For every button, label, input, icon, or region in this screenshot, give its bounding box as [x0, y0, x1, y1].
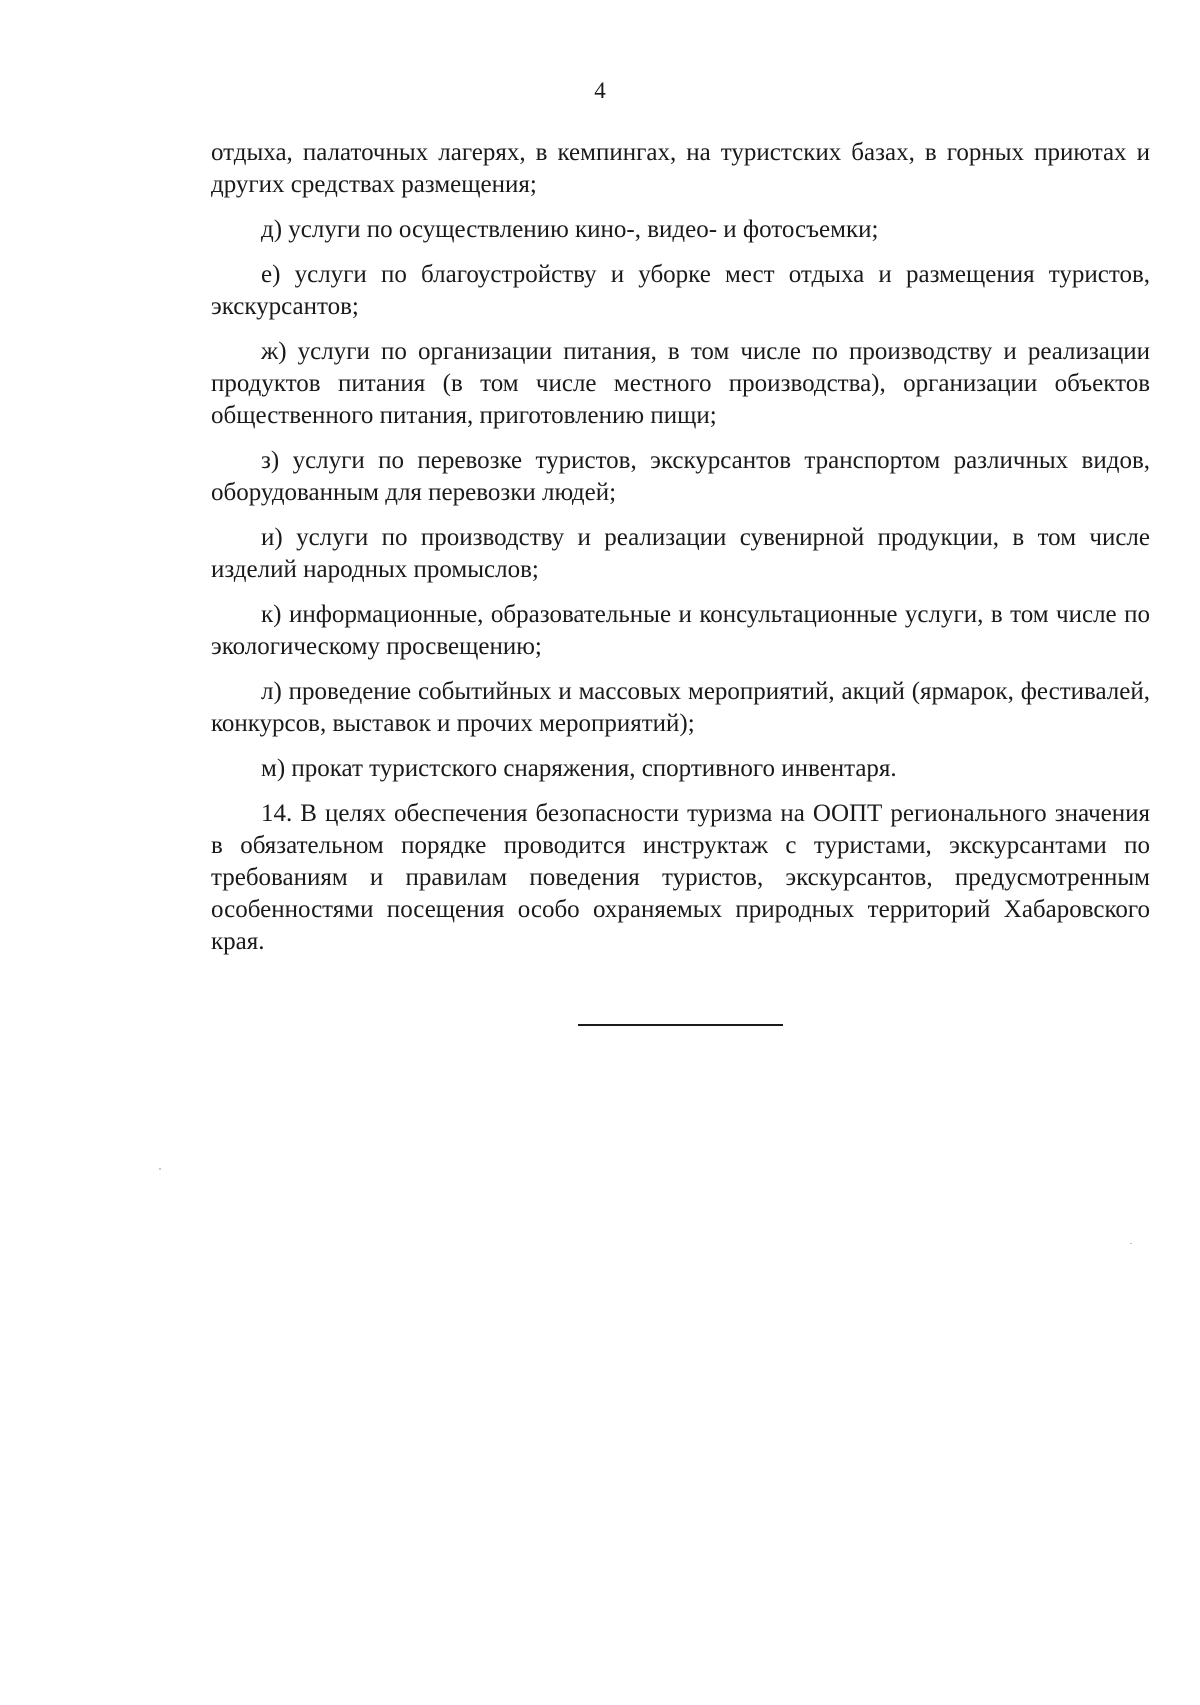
list-item-i: и) услуги по производству и реализации сувенирной продукции, в том числе изделий народных промыслов; [211, 524, 1150, 583]
page-number: 4 [594, 78, 606, 103]
list-item-e: е) услуги по благоустройству и уборке мест отдыха и размещения туристов, экскурсантов; [211, 261, 1150, 320]
paragraph-14: 14. В целях обеспечения безопасности туризма на ООПТ регионального значения в обязательном порядке проводится инструктаж с туристами, экскурсантами по требованиям и правилам поведения туристов, экскурсантов, предусмотренным особенностями посещения особо охраняемых природных территорий Хабаровского края. [211, 800, 1150, 955]
list-item-d: д) услуги по осуществлению кино-, видео- и фотосъемки; [261, 216, 879, 243]
scan-speck [1130, 1243, 1132, 1244]
end-of-text-rule [578, 1024, 783, 1026]
paragraph-continuation: отдыха, палаточных лагерях, в кемпингах, на туристских базах, в горных приютах и других средствах размещения; [211, 139, 1150, 198]
document-body [211, 137, 1150, 971]
list-item-zh: ж) услуги по организации питания, в том числе по производству и реализации продуктов питания (в том числе местного производства), организации объектов общественного питания, приготовлению пищи; [211, 338, 1150, 429]
list-item-z: з) услуги по перевозке туристов, экскурсантов транспортом различных видов, оборудованным для перевозки людей; [211, 447, 1150, 506]
scan-speck [159, 1168, 161, 1170]
list-item-k: к) информационные, образовательные и консультационные услуги, в том числе по экологическому просвещению; [211, 601, 1150, 660]
list-item-l: л) проведение событийных и массовых мероприятий, акций (ярмарок, фестивалей, конкурсов, выставок и прочих мероприятий); [211, 678, 1150, 737]
list-item-m: м) прокат туристского снаряжения, спортивного инвентаря. [261, 755, 897, 782]
